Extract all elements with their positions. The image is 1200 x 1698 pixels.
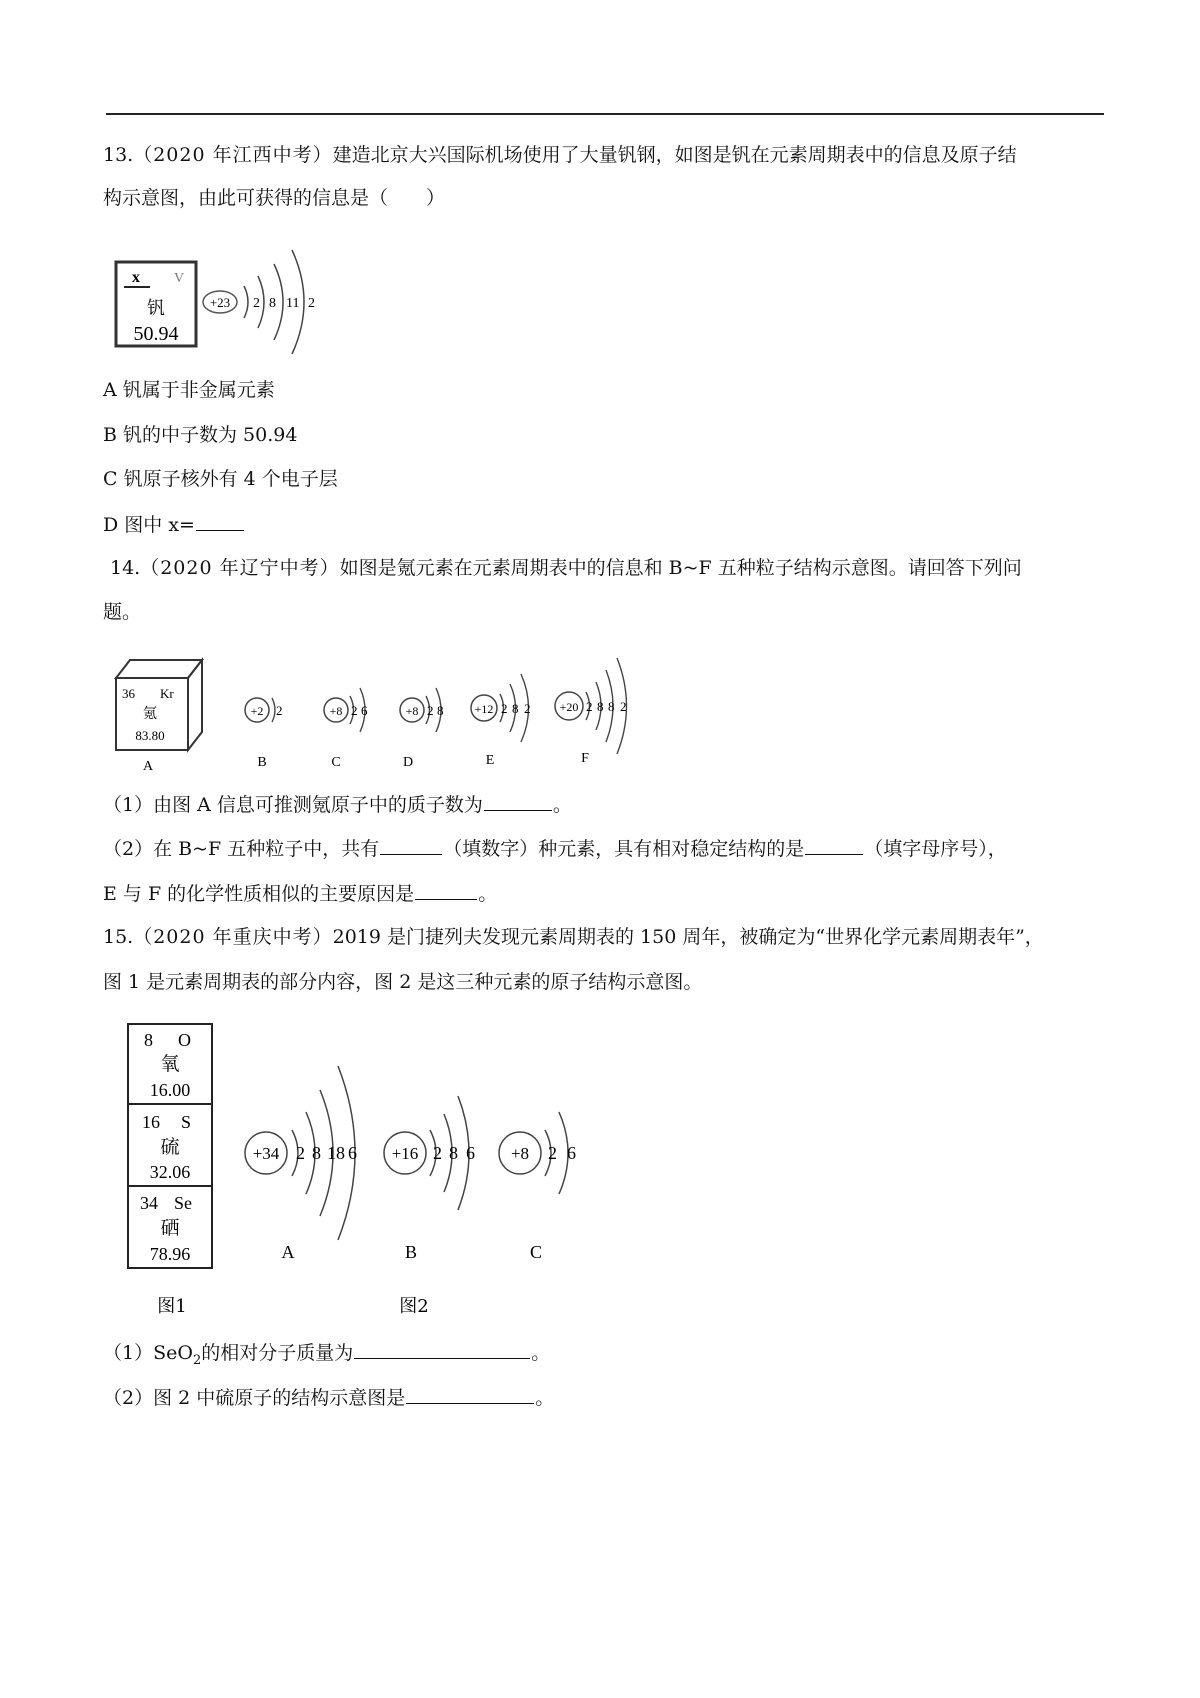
q13-option-b[interactable]	[103, 421, 297, 449]
q14-sub2-b: （填数字）种元素，具有相对稳定结构的是	[443, 838, 805, 860]
q15-cell-o-mass: 16.00	[149, 1080, 191, 1100]
q14-cell-number: 36	[122, 686, 135, 701]
q15-atom-a-shell-4: 6	[348, 1143, 357, 1163]
q15-atom-b-nucleus: +16	[391, 1144, 419, 1163]
q14-e-nucleus: +12	[474, 702, 494, 716]
q15-sub2-suffix: 。	[535, 1387, 555, 1409]
q15-cell-s-name: 硫	[160, 1136, 180, 1158]
q15-atom-c-shell-2: 6	[567, 1143, 576, 1163]
q15-sub1-prefix: （1）SeO	[103, 1342, 193, 1364]
q15-sub1	[103, 1338, 550, 1370]
q15-atom-b-shell-3: 6	[466, 1143, 475, 1163]
q15-sub2	[103, 1383, 554, 1412]
q13-option-b-letter: B	[103, 424, 117, 446]
q15-cell-s-number: 16	[142, 1112, 160, 1132]
q14-label-f: F	[581, 751, 589, 766]
q14-f-shell-4: 2	[620, 699, 627, 714]
q13-shell-count-4: 2	[308, 296, 315, 311]
q13-option-d-blank[interactable]	[196, 510, 244, 531]
q14-number: 14.	[110, 557, 141, 579]
q14-sub2-d: E 与 F 的化学性质相似的主要原因是	[103, 883, 415, 905]
q13-shell-arc-1	[244, 286, 248, 318]
q13-source: （2020 年江西中考）	[133, 144, 333, 166]
q14-label-d: D	[402, 755, 414, 770]
q14-sub2-a: （2）在 B~F 五种粒子中，共有	[103, 838, 380, 860]
q14-f-shell-2: 8	[597, 699, 604, 714]
q15-atom-a-shell-1: 2	[296, 1143, 305, 1163]
q15-atom-c-label: C	[529, 1242, 543, 1262]
header-rule	[106, 113, 1104, 115]
q13-option-d[interactable]	[103, 510, 245, 539]
q14-sub2-line1	[103, 834, 1007, 863]
q13-option-d-letter: D	[103, 514, 119, 536]
q14-e-shell-3: 2	[524, 701, 531, 716]
q13-shell-count-3: 11	[286, 296, 300, 311]
q14-sub2-line2	[103, 879, 497, 908]
q14-stem-line1	[110, 554, 1022, 582]
q15-number: 15.	[103, 926, 134, 948]
q15-atom-a-shell-2: 8	[312, 1143, 321, 1163]
q14-e-shell-1: 2	[501, 701, 508, 716]
q13-option-a[interactable]	[103, 376, 275, 404]
q14-b-shell-arc-1	[272, 698, 275, 722]
q14-figure	[112, 650, 652, 775]
q14-f-shell-3: 8	[608, 699, 615, 714]
q13-option-c-text: 钒原子核外有 4 个电子层	[123, 468, 338, 490]
q14-cell-name: 氪	[143, 706, 157, 722]
q15-cell-o-name: 氧	[160, 1053, 180, 1075]
q15-atom-b-shell-2: 8	[449, 1143, 458, 1163]
q14-sub2-blank3[interactable]	[415, 879, 477, 900]
q14-label-e: E	[485, 753, 495, 768]
q14-label-a: A	[142, 759, 154, 774]
q15-atom-a-nucleus: +34	[252, 1144, 280, 1163]
q14-sub1-suffix: 。	[552, 794, 572, 816]
q15-cell-se-number: 34	[140, 1193, 158, 1213]
q13-option-a-text: 钒属于非金属元素	[122, 379, 275, 401]
q14-d-nucleus: +8	[405, 704, 419, 718]
q13-shell-count-1: 2	[253, 296, 260, 311]
q14-c-shell-1: 2	[351, 703, 358, 718]
q13-option-b-text: 钒的中子数为 50.94	[123, 424, 298, 446]
q13-nucleus-charge: +23	[209, 295, 231, 310]
q15-sub2-prefix: （2）图 2 中硫原子的结构示意图是	[103, 1387, 406, 1409]
q13-stem-text1: 建造北京大兴国际机场使用了大量钒钢，如图是钒在元素周期表中的信息及原子结	[332, 144, 1017, 166]
q14-cell-mass: 83.80	[135, 728, 165, 743]
q14-sub2-e: 。	[478, 883, 498, 905]
q15-cell-o-number: 8	[144, 1030, 153, 1050]
q15-fig1-caption: 图1	[157, 1296, 187, 1317]
q13-cell-name: 钒	[147, 298, 165, 319]
q15-cell-o-symbol: O	[178, 1030, 191, 1050]
q13-cell-topleft: x	[132, 269, 140, 286]
q15-fig2-caption: 图2	[399, 1296, 429, 1317]
q14-stem-line2: 题。	[103, 601, 142, 623]
q15-sub1-subscript: 2	[192, 1353, 202, 1368]
q15-cell-se-mass: 78.96	[149, 1244, 191, 1264]
q14-source: （2020 年辽宁中考）	[140, 557, 340, 579]
q14-sub2-c: （填字母序号），	[864, 838, 1007, 860]
q14-f-shell-1: 2	[586, 699, 593, 714]
q15-cell-s-symbol: S	[181, 1112, 192, 1132]
q14-sub1-prefix: （1）由图 A 信息可推测氪原子中的质子数为	[103, 794, 483, 816]
q15-atom-b-label: B	[404, 1242, 418, 1262]
q15-atom-c-shell-1: 2	[548, 1143, 557, 1163]
q14-c-shell-2: 6	[361, 703, 368, 718]
q14-d-shell-1: 2	[427, 703, 434, 718]
q13-option-a-letter: A	[103, 379, 117, 401]
q15-atom-c-nucleus: +8	[510, 1144, 530, 1163]
q14-c-nucleus: +8	[329, 704, 343, 718]
q13-stem-line1	[103, 141, 1017, 169]
q13-option-c-letter: C	[103, 468, 118, 490]
q14-f-nucleus: +20	[559, 700, 579, 714]
q15-stem-line1	[103, 923, 1044, 951]
q14-sub1-blank[interactable]	[484, 790, 552, 811]
q15-cell-se-name: 硒	[160, 1217, 180, 1239]
q13-option-d-text: 图中 x=	[124, 514, 195, 536]
q14-e-shell-2: 8	[512, 701, 519, 716]
q15-cell-s-mass: 32.06	[149, 1162, 191, 1182]
q15-atom-a-shell-3: 18	[327, 1143, 345, 1163]
q14-label-c: C	[331, 755, 341, 770]
q15-atom-a-label: A	[281, 1242, 295, 1262]
q15-source: （2020 年重庆中考）	[133, 926, 333, 948]
q14-sub1	[103, 790, 572, 819]
q13-option-c[interactable]	[103, 465, 338, 493]
q13-shell-count-2: 8	[269, 296, 276, 311]
q13-number: 13.	[103, 144, 134, 166]
q14-d-shell-2: 8	[437, 703, 444, 718]
q15-sub1-blank[interactable]	[354, 1338, 530, 1359]
q13-stem-line2: 构示意图，由此可获得的信息是（ ）	[103, 187, 446, 209]
q14-b-shell-1: 2	[276, 703, 283, 718]
q13-cell-symbol: V	[174, 271, 185, 286]
q15-atom-b-shell-1: 2	[433, 1143, 442, 1163]
q13-figure	[112, 230, 342, 360]
q15-stem-line2: 图 1 是元素周期表的部分内容，图 2 是这三种元素的原子结构示意图。	[103, 971, 703, 993]
q15-sub1-mid: 的相对分子质量为	[201, 1342, 354, 1364]
q14-b-nucleus: +2	[250, 704, 264, 718]
q14-cell-symbol: Kr	[160, 686, 174, 701]
q15-sub2-blank[interactable]	[406, 1383, 534, 1404]
q15-figure	[126, 1020, 596, 1320]
q13-cell-mass: 50.94	[133, 323, 179, 345]
q15-sub1-suffix: 。	[531, 1342, 551, 1364]
q14-cell-box-side	[188, 660, 202, 750]
q14-label-b: B	[257, 755, 267, 770]
q14-stem-text1: 如图是氪元素在元素周期表中的信息和 B~F 五种粒子结构示意图。请回答下列问	[339, 557, 1022, 579]
q15-cell-se-symbol: Se	[174, 1193, 192, 1213]
q15-stem-text1: 2019 是门捷列夫发现元素周期表的 150 周年，被确定为“世界化学元素周期表年”，	[332, 926, 1044, 948]
q14-sub2-blank2[interactable]	[805, 834, 863, 855]
q14-sub2-blank1[interactable]	[380, 834, 442, 855]
